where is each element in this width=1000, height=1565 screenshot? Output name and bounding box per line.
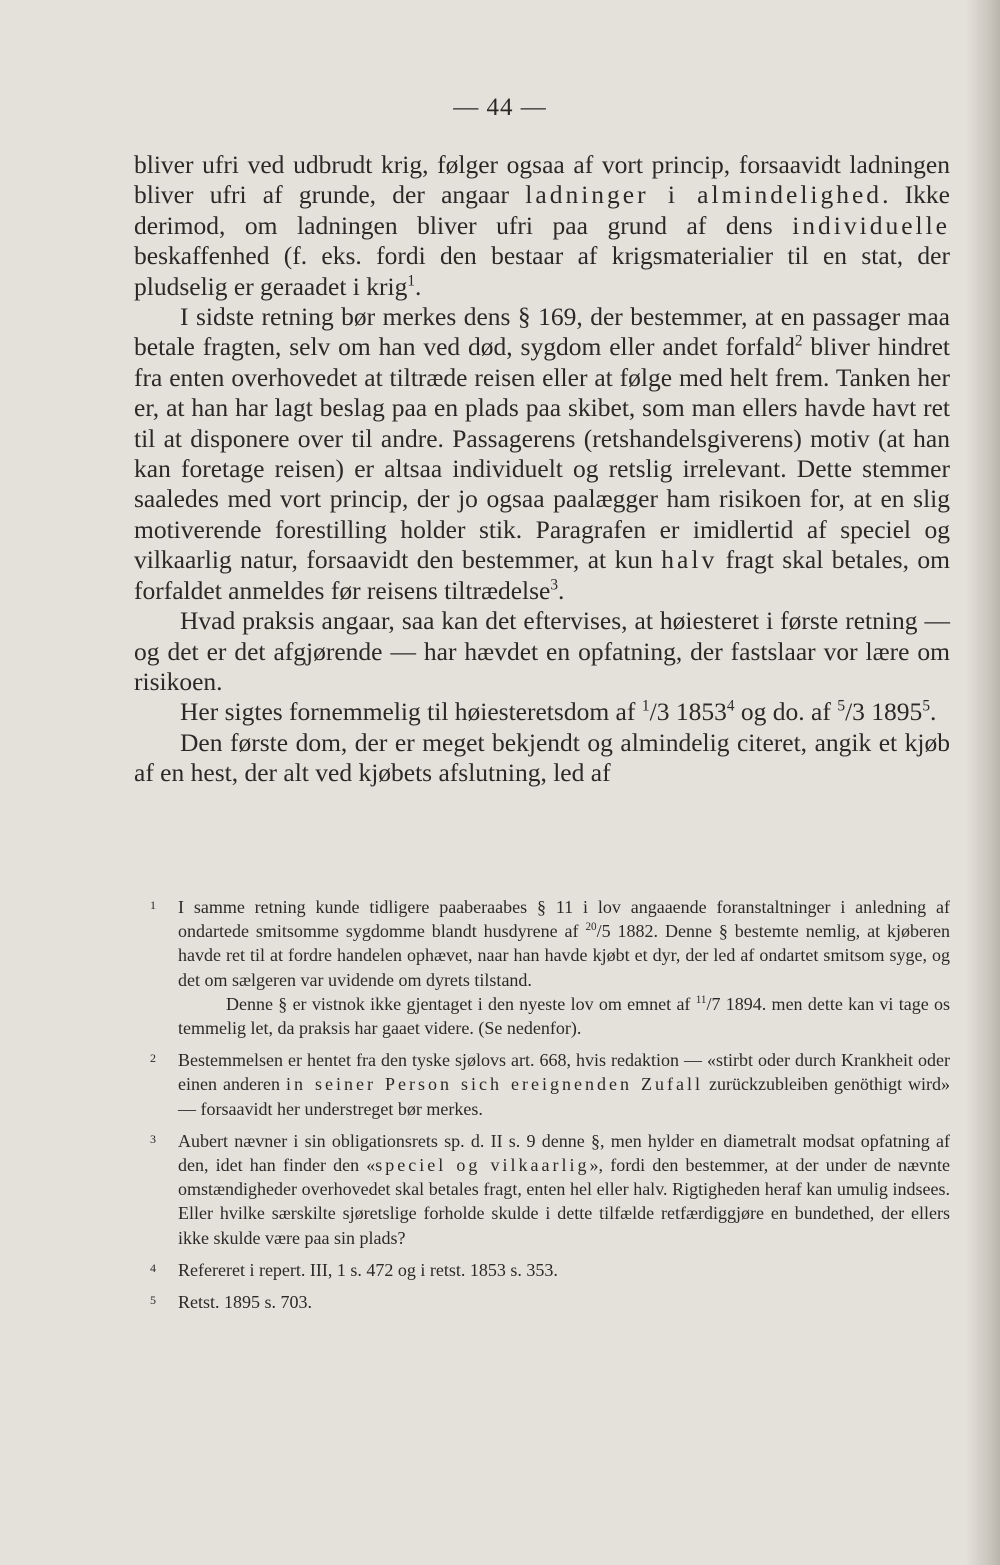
- footnote-2: [150, 1048, 950, 1121]
- text-run: Denne § er vistnok ikke gjentaget i den nyeste lov om emnet af: [226, 993, 696, 1014]
- text-run: /7 1894. men dette kan vi tage os temmelig let, da praksis har gaaet videre. (Se nedenfor).: [178, 993, 950, 1039]
- footnote-ref[interactable]: 4: [726, 697, 735, 715]
- text-run: Aubert nævner i sin obligationsrets sp. d. II s. 9 denne §, men hylder en diametralt modsat opfatning af den, idet han finder den «: [178, 1130, 950, 1176]
- footnote-ref[interactable]: 1: [407, 272, 415, 290]
- text-run: », fordi den bestemmer, at der under de nævnte omstændigheder overhovedet skal betales fragt, enten hel eller halv. Rigtigheden heraf kan umulig indsees. Eller hvilke særskilte sjøretslige forholde skulde i dette tilfælde retfærdiggjøre en bundethed, der ellers ikke skulde være paa sin plads?: [178, 1155, 951, 1248]
- footnote-ref[interactable]: 3: [550, 576, 559, 594]
- footnote-5: [150, 1290, 950, 1314]
- paragraph-3: Hvad praksis angaar, saa kan det eftervises, at høiesteret i første retning — og det er det afgjørende — har hævdet en opfatning, der fastslaar vor lære om risikoen.: [134, 606, 950, 696]
- footnote-3: [150, 1129, 950, 1250]
- text-run: .: [414, 271, 422, 301]
- text-run: zurückzubleiben genöthigt wird» — forsaavidt her understreget bør merkes.: [178, 1074, 950, 1119]
- text-run: 1853: [669, 697, 727, 727]
- fraction-numerator: 5: [837, 697, 846, 715]
- spaced-emphasis: ladninger i almindelighed: [525, 180, 883, 210]
- footnote-text: [178, 1048, 950, 1121]
- fraction-numerator: 1: [641, 697, 650, 715]
- spaced-emphasis: speciel og vilkaarlig: [375, 1155, 590, 1176]
- text-run: .: [558, 575, 565, 605]
- footnote-1: [150, 895, 950, 1040]
- footnote-mark: 1: [150, 898, 156, 912]
- footnotes: [150, 895, 950, 1322]
- fraction-denominator: 3: [656, 697, 670, 727]
- footnote-text: [178, 895, 950, 992]
- footnote-mark: 2: [150, 1051, 156, 1066]
- footnote-ref[interactable]: 5: [922, 697, 930, 715]
- text-run: og do. af: [734, 697, 838, 727]
- text-run: I samme retning kunde tidligere paaberaabes § 11 i lov angaaende foranstaltninger i anledning af ondartede smitsomme sygdomme blandt husdyrene af: [178, 897, 950, 942]
- footnote-mark: 4: [150, 1260, 156, 1275]
- page-number: — 44 —: [453, 94, 547, 121]
- footnote-mark: 5: [150, 1293, 156, 1308]
- footnote-text-continued: [178, 992, 950, 1040]
- paragraph-1: [134, 150, 950, 302]
- text-run: I sidste retning bør merkes dens § 169, der bestemmer, at en passager maa betale fragten, selv om han ved død, sygdom eller andet forfald: [134, 302, 950, 362]
- paragraph-4: [134, 697, 950, 727]
- footnote-mark: 3: [150, 1131, 156, 1146]
- footnote-ref[interactable]: 2: [794, 332, 803, 350]
- footnote-text: [178, 1129, 950, 1250]
- fraction-numerator: 11: [695, 993, 707, 1006]
- text-run: . Ikke derimod, om ladningen bliver ufri paa grund af dens: [134, 180, 950, 240]
- footnote-4: [150, 1258, 950, 1282]
- text-run: fragt skal betales, om forfaldet anmeldes før reisens tiltrædelse: [134, 545, 950, 605]
- text-run: /5 1882. Denne § bestemte nemlig, at kjøberen havde ret til at fordre handelen ophævet, naar han havde kjøbt et dyr, der led af ondartet smitsom syge, og det om sælgeren var uvidende om dyrets tilstand.: [178, 921, 950, 990]
- text-run: .: [929, 697, 937, 727]
- footnote-text: Refereret i repert. III, 1 s. 472 og i retst. 1853 s. 353.: [178, 1259, 558, 1280]
- fraction-numerator: 20: [585, 921, 597, 934]
- text-run: Her sigtes fornemmelig til høiesteretsdom af: [180, 697, 642, 727]
- text-run: bliver hindret fra enten overhovedet at tiltræde reisen eller at følge med helt frem. Tanken her er, at han har lagt beslag paa en plads paa skibet, som man ellers havde havt ret til at disponere over til andre. Passagerens (retshandelsgiverens) motiv (at han kan foretage reisen) er altsaa individuelt og retslig irrelevant. Dette stemmer saaledes med vort princip, der jo ogsaa paalægger ham risikoen for, at en slig motiverende forestilling holder stik. Paragrafen er imidlertid af speciel og vilkaarlig natur, forsaavidt den bestemmer, at kun: [134, 332, 950, 575]
- text-run: Bestemmelsen er hentet fra den tyske sjølovs art. 668, hvis redaktion — «stirbt oder durch Krankheit oder einen anderen: [178, 1050, 950, 1095]
- fraction-slash: /: [649, 697, 657, 727]
- spaced-emphasis: individuelle: [792, 210, 950, 240]
- main-text: [134, 150, 950, 789]
- text-run: beskaffenhed (f. eks. fordi den bestaar af krigsmaterialier til en stat, der pludselig er geraadet i krig: [134, 241, 950, 301]
- paragraph-5: Den første dom, der er meget bekjendt og almindelig citeret, angik et kjøb af en hest, der alt ved kjøbets afslutning, led af: [134, 727, 950, 788]
- scan-shadow-edge: [966, 0, 1000, 1565]
- spaced-emphasis: in seiner Person sich ereignenden Zufall: [285, 1074, 703, 1095]
- footnote-text: Retst. 1895 s. 703.: [178, 1292, 313, 1313]
- paragraph-2: [134, 302, 950, 606]
- spaced-emphasis: halv: [661, 545, 718, 575]
- text-run: bliver ufri ved udbrudt krig, følger ogsaa af vort princip, forsaavidt ladningen bliver ufri af grunde, der angaar: [134, 150, 950, 210]
- text-run: /3 1895: [845, 697, 923, 727]
